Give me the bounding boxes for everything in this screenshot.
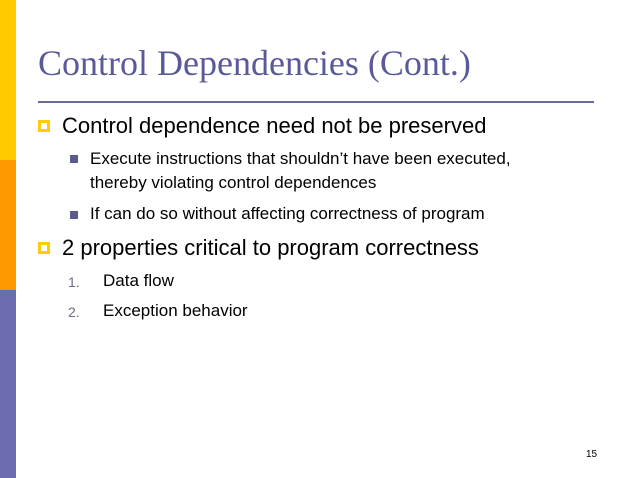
sidebar-segment-purple (0, 290, 16, 478)
sidebar-decoration (0, 0, 16, 478)
sub-bullet-execute-instructions: Execute instructions that shouldn’t have been executed, thereby violating control dependences (90, 149, 511, 192)
sidebar-segment-orange (0, 160, 16, 290)
filled-square-bullet-icon (70, 155, 78, 163)
list-number: 1. (68, 274, 80, 290)
bullet-control-dependence: Control dependence need not be preserved (62, 113, 487, 138)
sidebar-segment-yellow (0, 0, 16, 160)
title-divider (38, 101, 594, 103)
hollow-square-bullet-icon (38, 120, 50, 132)
sub-bullet-affect-correctness: If can do so without affecting correctness of program (90, 204, 485, 223)
hollow-square-bullet-icon (38, 242, 50, 254)
slide-title: Control Dependencies (Cont.) (38, 43, 471, 83)
page-number: 15 (586, 449, 598, 460)
bullet-two-properties: 2 properties critical to program correctness (62, 235, 479, 260)
list-number: 2. (68, 304, 80, 320)
numbered-item-exception-behavior: Exception behavior (103, 301, 248, 320)
numbered-item-data-flow: Data flow (103, 271, 174, 290)
filled-square-bullet-icon (70, 211, 78, 219)
